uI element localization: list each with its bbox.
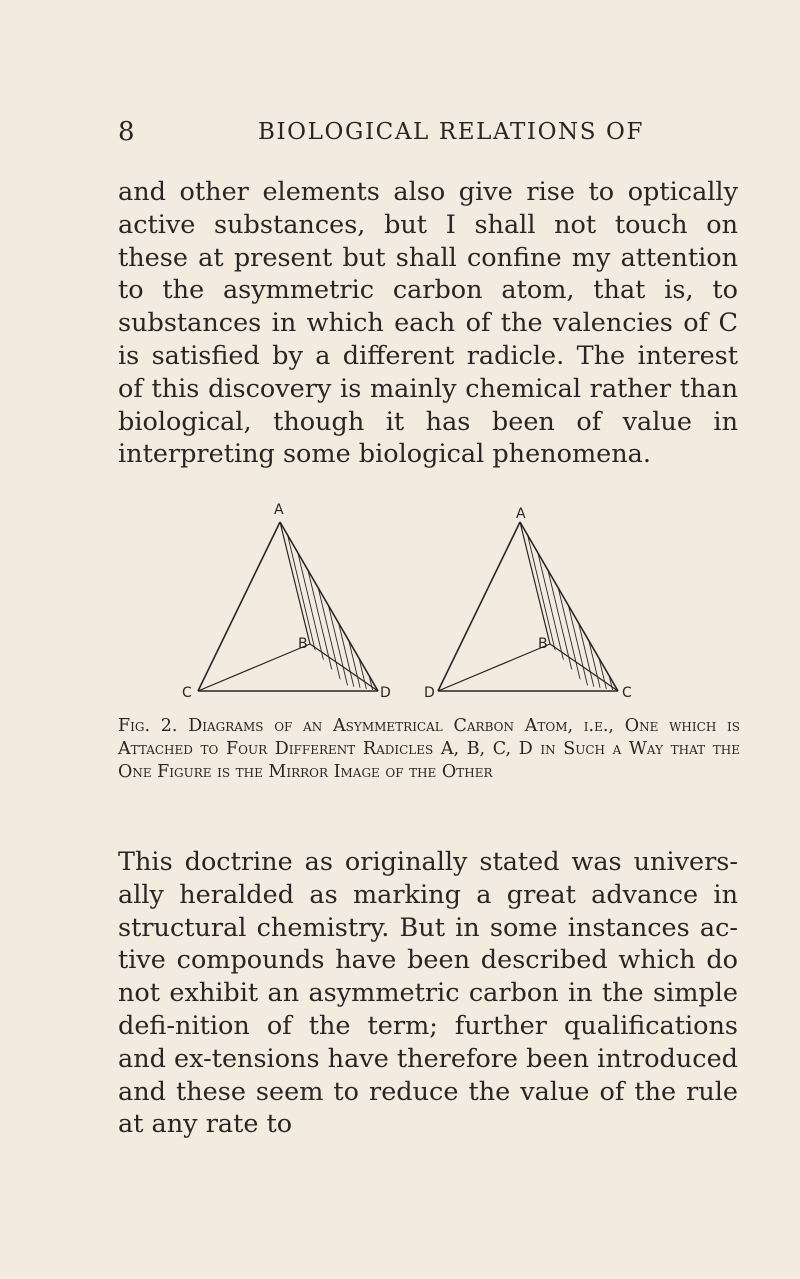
right-label-d: D xyxy=(424,685,435,701)
left-label-a: A xyxy=(274,502,284,518)
right-tetrahedron xyxy=(438,520,618,700)
figure-tetrahedra xyxy=(180,490,720,710)
paragraph-1: and other elements also give rise to optically active substances, but I shall not touch on these at present but shall confine my attention to the asymmetric carbon atom, that is, to substances in which each of the valencies of C is satisfied by a different radicle. The interest of this discovery is mainly chemical rather than biological, though it has been of value in interpreting some biological phenomena. xyxy=(118,177,738,470)
right-label-b: B xyxy=(538,636,548,652)
left-label-b: B xyxy=(298,636,308,652)
right-label-c: C xyxy=(622,685,632,701)
right-label-a: A xyxy=(516,506,526,522)
left-label-d: D xyxy=(380,685,391,701)
running-head: BIOLOGICAL RELATIONS OF xyxy=(258,119,645,145)
page-number: 8 xyxy=(118,117,136,147)
page-header xyxy=(0,117,800,157)
figure-caption xyxy=(118,715,740,784)
tetrahedra-diagram xyxy=(180,490,720,710)
left-tetrahedron xyxy=(198,520,378,700)
left-label-c: C xyxy=(182,685,192,701)
figure-caption-text: Fig. 2. Diagrams of an Asymmetrical Carbon Atom, i.e., One which is Attached to Four Different Radicles A, B, C, D in Such a Way that the One Figure is the Mirror Image of the Other xyxy=(118,716,740,782)
paragraph-2: This doctrine as originally stated was univers-ally heralded as marking a great advance in structural chemistry. But in some instances ac-tive compounds have been described which do not exhibit an asymmetric carbon in the simple defi-nition of the term; further qualifications and ex-tensions have therefore been introduced and these seem to reduce the value of the rule at any rate to xyxy=(118,847,738,1140)
